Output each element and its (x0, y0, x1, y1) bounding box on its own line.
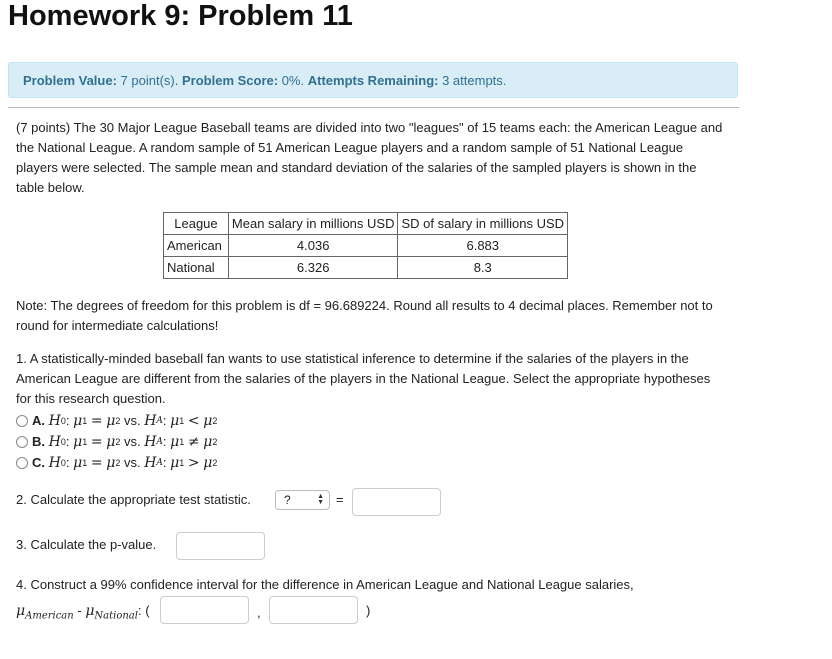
equals-sign: = (336, 492, 344, 507)
question-4-text: 4. Construct a 99% confidence interval for the difference in American League and National League salaries, (16, 577, 634, 592)
math-symbol: μ (170, 434, 180, 450)
df-note: Note: The degrees of freedom for this problem is df = 96.689224. Round all results to 4 decimal places. Remember not to round for intermediate calculations! (16, 298, 713, 333)
math-subscript: 0 (60, 458, 66, 468)
table-cell: 8.3 (398, 257, 568, 279)
math-subscript: 2 (212, 458, 218, 468)
math-operator: = (90, 413, 103, 429)
math-subscript: 1 (179, 416, 185, 426)
math-subscript: 2 (115, 437, 121, 447)
math-subscript: 2 (115, 458, 121, 468)
test-statistic-select[interactable] (275, 490, 330, 510)
problem-value: 7 point(s). (120, 73, 179, 88)
attempts-remaining-label: Attempts Remaining: (307, 73, 439, 88)
math-symbol: μ (203, 434, 213, 450)
math-symbol: μ (203, 413, 213, 429)
page-title: Homework 9: Problem 11 (8, 0, 353, 32)
math-subscript: A (156, 458, 163, 468)
math-symbol: H (48, 434, 61, 450)
math-symbol: μ (170, 413, 180, 429)
table-cell: 6.883 (398, 235, 568, 257)
math-operator: - (77, 603, 82, 618)
table-header: Mean salary in millions USD (228, 213, 398, 235)
radio-button[interactable] (16, 457, 28, 469)
question-3-text: 3. Calculate the p-value. (16, 537, 157, 552)
math-symbol: H (144, 413, 157, 429)
ci-lower-input[interactable] (160, 596, 249, 624)
radio-button[interactable] (16, 436, 28, 448)
table-header: SD of salary in millions USD (398, 213, 568, 235)
problem-intro: (7 points) The 30 Major League Baseball teams are divided into two "leagues" of 15 teams each: the American League and the National League. A random sample of 51 American League players and a random sample of 51 National League players were selected. The sample mean and standard deviation of the salaries of the sampled players is shown in the table below. (16, 120, 723, 195)
attempts-remaining: 3 attempts. (442, 73, 507, 88)
math-subscript: 1 (179, 458, 185, 468)
problem-score-label: Problem Score: (181, 73, 279, 88)
question-2-text: 2. Calculate the appropriate test statistic. (16, 492, 251, 507)
close-paren: ) (366, 603, 371, 618)
math-symbol: H (144, 434, 157, 450)
hypothesis-option-a[interactable]: A. H 0 : μ 1 = μ 2 vs. H A : μ 1 < μ 2 (16, 412, 217, 430)
math-subscript: A (156, 437, 163, 447)
select-arrows-icon: ▲ ▼ (317, 493, 324, 506)
hypothesis-option-b[interactable]: B. H 0 : μ 1 = μ 2 vs. H A : μ 1 ≠ μ 2 (16, 433, 217, 451)
table-cell: 6.326 (228, 257, 398, 279)
math-operator: = (90, 455, 103, 471)
math-symbol: H (48, 455, 61, 471)
math-symbol: μ (73, 434, 83, 450)
problem-value-label: Problem Value: (23, 73, 117, 88)
option-letter: C. (32, 455, 45, 470)
select-value: ? (284, 493, 291, 507)
salary-table (163, 212, 568, 279)
math-operator: = (90, 434, 103, 450)
math-operator: : (137, 603, 142, 618)
ci-expression (16, 601, 150, 627)
math-operator: > (187, 455, 200, 471)
divider (8, 107, 739, 108)
math-subscript: National (94, 610, 138, 622)
table-header-row (164, 213, 568, 235)
math-subscript: 1 (179, 437, 185, 447)
math-subscript: 1 (82, 458, 88, 468)
math-subscript: 2 (212, 416, 218, 426)
math-symbol: μ (106, 434, 116, 450)
table-row (164, 257, 568, 279)
math-subscript: 0 (60, 437, 66, 447)
table-cell: 4.036 (228, 235, 398, 257)
table-row (164, 235, 568, 257)
open-paren: ( (145, 603, 150, 618)
math-subscript: 2 (115, 416, 121, 426)
math-symbol: μ (203, 455, 213, 471)
math-subscript: 1 (82, 437, 88, 447)
math-symbol: μ (85, 603, 95, 619)
math-symbol: μ (170, 455, 180, 471)
option-letter: B. (32, 434, 45, 449)
math-operator: ≠ (187, 434, 200, 450)
math-symbol: H (144, 455, 157, 471)
math-subscript: 2 (212, 437, 218, 447)
table-cell: American (164, 235, 229, 257)
math-subscript: 0 (60, 416, 66, 426)
math-symbol: μ (73, 413, 83, 429)
table-header: League (164, 213, 229, 235)
math-operator: < (187, 413, 200, 429)
test-statistic-input[interactable] (352, 488, 441, 516)
problem-info-banner (8, 62, 738, 98)
math-subscript: American (25, 610, 74, 622)
vs-text: vs. (123, 434, 141, 449)
math-symbol: μ (73, 455, 83, 471)
math-subscript: 1 (82, 416, 88, 426)
ci-upper-input[interactable] (269, 596, 358, 624)
p-value-input[interactable] (176, 532, 265, 560)
radio-button[interactable] (16, 415, 28, 427)
math-symbol: μ (106, 455, 116, 471)
option-letter: A. (32, 413, 45, 428)
comma-separator: , (257, 605, 261, 620)
table-cell: National (164, 257, 229, 279)
hypothesis-option-c[interactable]: C. H 0 : μ 1 = μ 2 vs. H A : μ 1 > μ 2 (16, 454, 217, 472)
math-symbol: μ (16, 603, 26, 619)
vs-text: vs. (123, 413, 141, 428)
math-symbol: μ (106, 413, 116, 429)
question-1-text: 1. A statistically-minded baseball fan wants to use statistical inference to determine if the salaries of the players in the American League are different from the salaries of the players in the National League. Select the appropriate hypotheses for this research question. (16, 351, 711, 406)
math-subscript: A (156, 416, 163, 426)
problem-score: 0%. (281, 73, 305, 88)
vs-text: vs. (123, 455, 141, 470)
math-symbol: H (48, 413, 61, 429)
